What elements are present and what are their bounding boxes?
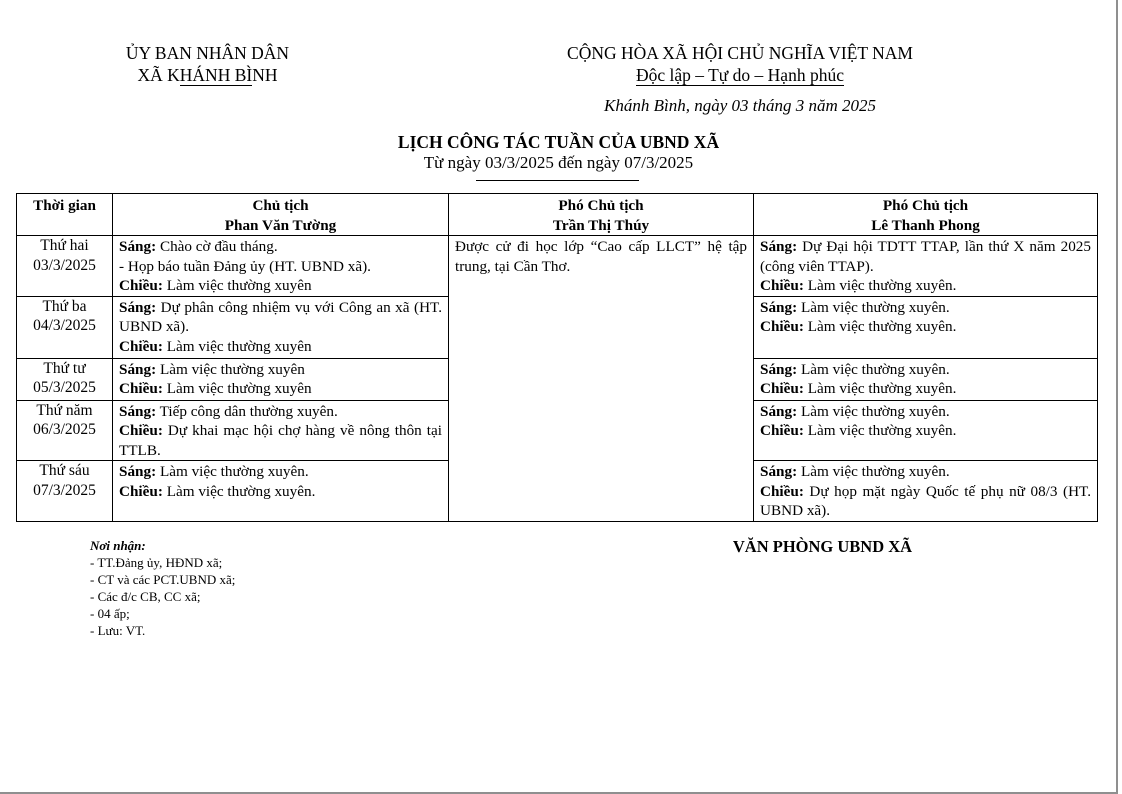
chair-morning-text: Dự phân công nhiệm vụ với Công an xã (HT. UBND xã).	[119, 298, 442, 335]
day-date: 07/3/2025	[33, 481, 96, 499]
table-header-row	[17, 194, 1098, 236]
chair-afternoon-text: Làm việc thường xuyên.	[162, 482, 316, 500]
afternoon-label: Chiều:	[119, 422, 163, 439]
chair-afternoon-text: Dự khai mạc hội chợ hàng về nông thôn tại TTLB.	[119, 422, 442, 459]
afternoon-label: Chiều:	[119, 380, 163, 397]
recipient-item: - Các đ/c CB, CC xã;	[90, 589, 201, 604]
col-time-header: Thời gian	[17, 194, 113, 236]
national-header	[530, 42, 950, 86]
afternoon-label: Chiều:	[760, 482, 804, 500]
chair-afternoon-text: Làm việc thường xuyên	[162, 380, 312, 397]
place-date: Khánh Bình, ngày 03 tháng 3 năm 2025	[604, 96, 876, 115]
vice2-morning-text: Dự Đại hội TDTT TTAP, lần thứ X năm 2025 (công viên TTAP).	[760, 238, 1091, 275]
vice2-afternoon-text: Dự họp mặt ngày Quốc tế phụ nữ 08/3 (HT. UBND xã).	[760, 482, 1091, 519]
day-name: Thứ năm	[36, 401, 93, 419]
day-cell	[17, 236, 113, 297]
day-cell	[17, 296, 113, 358]
chair-morning-text: Tiếp công dân thường xuyên.	[156, 402, 338, 420]
national-motto: Độc lập – Tự do – Hạnh phúc	[636, 65, 844, 85]
agency-line-2c: NH	[252, 65, 278, 85]
morning-label: Sáng:	[119, 298, 157, 316]
page-edge-right	[1116, 0, 1118, 794]
day-name: Thứ sáu	[39, 462, 90, 479]
recipient-item: - TT.Đảng ủy, HĐND xã;	[90, 555, 223, 570]
morning-label: Sáng:	[760, 402, 798, 420]
vice2-afternoon-text: Làm việc thường xuyên.	[803, 380, 957, 397]
chair-schedule-cell	[113, 358, 449, 400]
vice2-schedule-cell	[754, 296, 1098, 358]
signer-office: VĂN PHÒNG UBND XÃ	[732, 537, 913, 556]
afternoon-label: Chiều:	[760, 380, 804, 397]
afternoon-label: Chiều:	[760, 277, 804, 294]
nation-name: CỘNG HÒA XÃ HỘI CHỦ NGHĨA VIỆT NAM	[567, 43, 913, 63]
afternoon-label: Chiều:	[760, 422, 804, 439]
morning-label: Sáng:	[119, 402, 157, 420]
chair-schedule-cell	[113, 400, 449, 461]
col-chair-header	[113, 194, 449, 236]
chair-role: Chủ tịch	[252, 197, 309, 214]
chair-morning-text: Làm việc thường xuyên.	[156, 463, 309, 480]
chair-schedule-cell	[113, 461, 449, 522]
document-subtitle: Từ ngày 03/3/2025 đến ngày 07/3/2025	[423, 153, 694, 172]
afternoon-label: Chiều:	[119, 482, 163, 500]
day-cell	[17, 358, 113, 400]
vice2-morning-text: Làm việc thường xuyên.	[797, 463, 950, 480]
morning-label: Sáng:	[760, 463, 798, 480]
chair-morning-text: Làm việc thường xuyên	[156, 360, 305, 378]
vice1-all-week-text: Được cử đi học lớp “Cao cấp LLCT” hệ tập trung, tại Cần Thơ.	[455, 238, 747, 275]
chair-schedule-cell	[113, 296, 449, 358]
vice1-role: Phó Chủ tịch	[558, 197, 644, 214]
chair-morning-extra: - Họp báo tuần Đảng ủy (HT. UBND xã).	[119, 257, 371, 275]
chair-morning-text: Chào cờ đầu tháng.	[156, 238, 278, 255]
day-name: Thứ hai	[40, 237, 89, 254]
morning-label: Sáng:	[760, 360, 798, 378]
document-title: LỊCH CÔNG TÁC TUẦN CỦA UBND XÃ	[397, 132, 720, 152]
vice1-schedule-cell	[449, 236, 754, 522]
chair-afternoon-text: Làm việc thường xuyên	[162, 277, 312, 294]
table-row	[17, 236, 1098, 297]
vice2-morning-text: Làm việc thường xuyên.	[797, 360, 950, 378]
vice2-schedule-cell	[754, 358, 1098, 400]
day-date: 03/3/2025	[33, 256, 96, 274]
chair-name: Phan Văn Tường	[224, 216, 337, 234]
vice2-schedule-cell	[754, 400, 1098, 461]
day-cell	[17, 461, 113, 522]
vice2-name: Lê Thanh Phong	[871, 216, 980, 234]
vice2-morning-text: Làm việc thường xuyên.	[797, 402, 950, 420]
morning-label: Sáng:	[760, 298, 798, 316]
schedule-table	[16, 193, 1098, 522]
col-vice1-header	[449, 194, 754, 236]
day-name: Thứ ba	[42, 297, 87, 315]
vice2-afternoon-text: Làm việc thường xuyên.	[803, 422, 957, 439]
vice1-name: Trần Thị Thúy	[552, 216, 650, 234]
recipient-item: - 04 ấp;	[90, 606, 130, 621]
afternoon-label: Chiều:	[760, 318, 804, 335]
vice2-schedule-cell	[754, 461, 1098, 522]
day-date: 06/3/2025	[33, 421, 96, 438]
vice2-afternoon-text: Làm việc thường xuyên.	[803, 318, 957, 335]
chair-schedule-cell	[113, 236, 449, 297]
col-vice2-header	[754, 194, 1098, 236]
morning-label: Sáng:	[119, 463, 157, 480]
recipient-item: - Lưu: VT.	[90, 623, 146, 638]
issuing-agency	[100, 42, 315, 86]
day-cell	[17, 400, 113, 461]
chair-afternoon-text: Làm việc thường xuyên	[162, 337, 312, 355]
day-date: 05/3/2025	[33, 379, 96, 396]
recipients-heading: Nơi nhận:	[90, 538, 146, 553]
vice2-morning-text: Làm việc thường xuyên.	[797, 298, 950, 316]
agency-line-1: ỦY BAN NHÂN DÂN	[125, 43, 290, 63]
morning-label: Sáng:	[760, 238, 798, 255]
recipient-item: - CT và các PCT.UBND xã;	[90, 572, 236, 587]
day-name: Thứ tư	[43, 359, 86, 377]
afternoon-label: Chiều:	[119, 277, 163, 294]
vice2-afternoon-text: Làm việc thường xuyên.	[803, 277, 957, 294]
agency-line-2b: HÁNH BÌ	[179, 65, 253, 85]
morning-label: Sáng:	[119, 360, 157, 378]
agency-line-2	[100, 64, 315, 86]
recipients-block	[90, 537, 235, 639]
afternoon-label: Chiều:	[119, 337, 163, 355]
day-date: 04/3/2025	[33, 317, 96, 334]
morning-label: Sáng:	[119, 238, 157, 255]
vice2-schedule-cell	[754, 236, 1098, 297]
vice2-role: Phó Chủ tịch	[882, 197, 969, 214]
agency-line-2a: XÃ K	[137, 65, 180, 85]
title-rule	[476, 180, 639, 181]
